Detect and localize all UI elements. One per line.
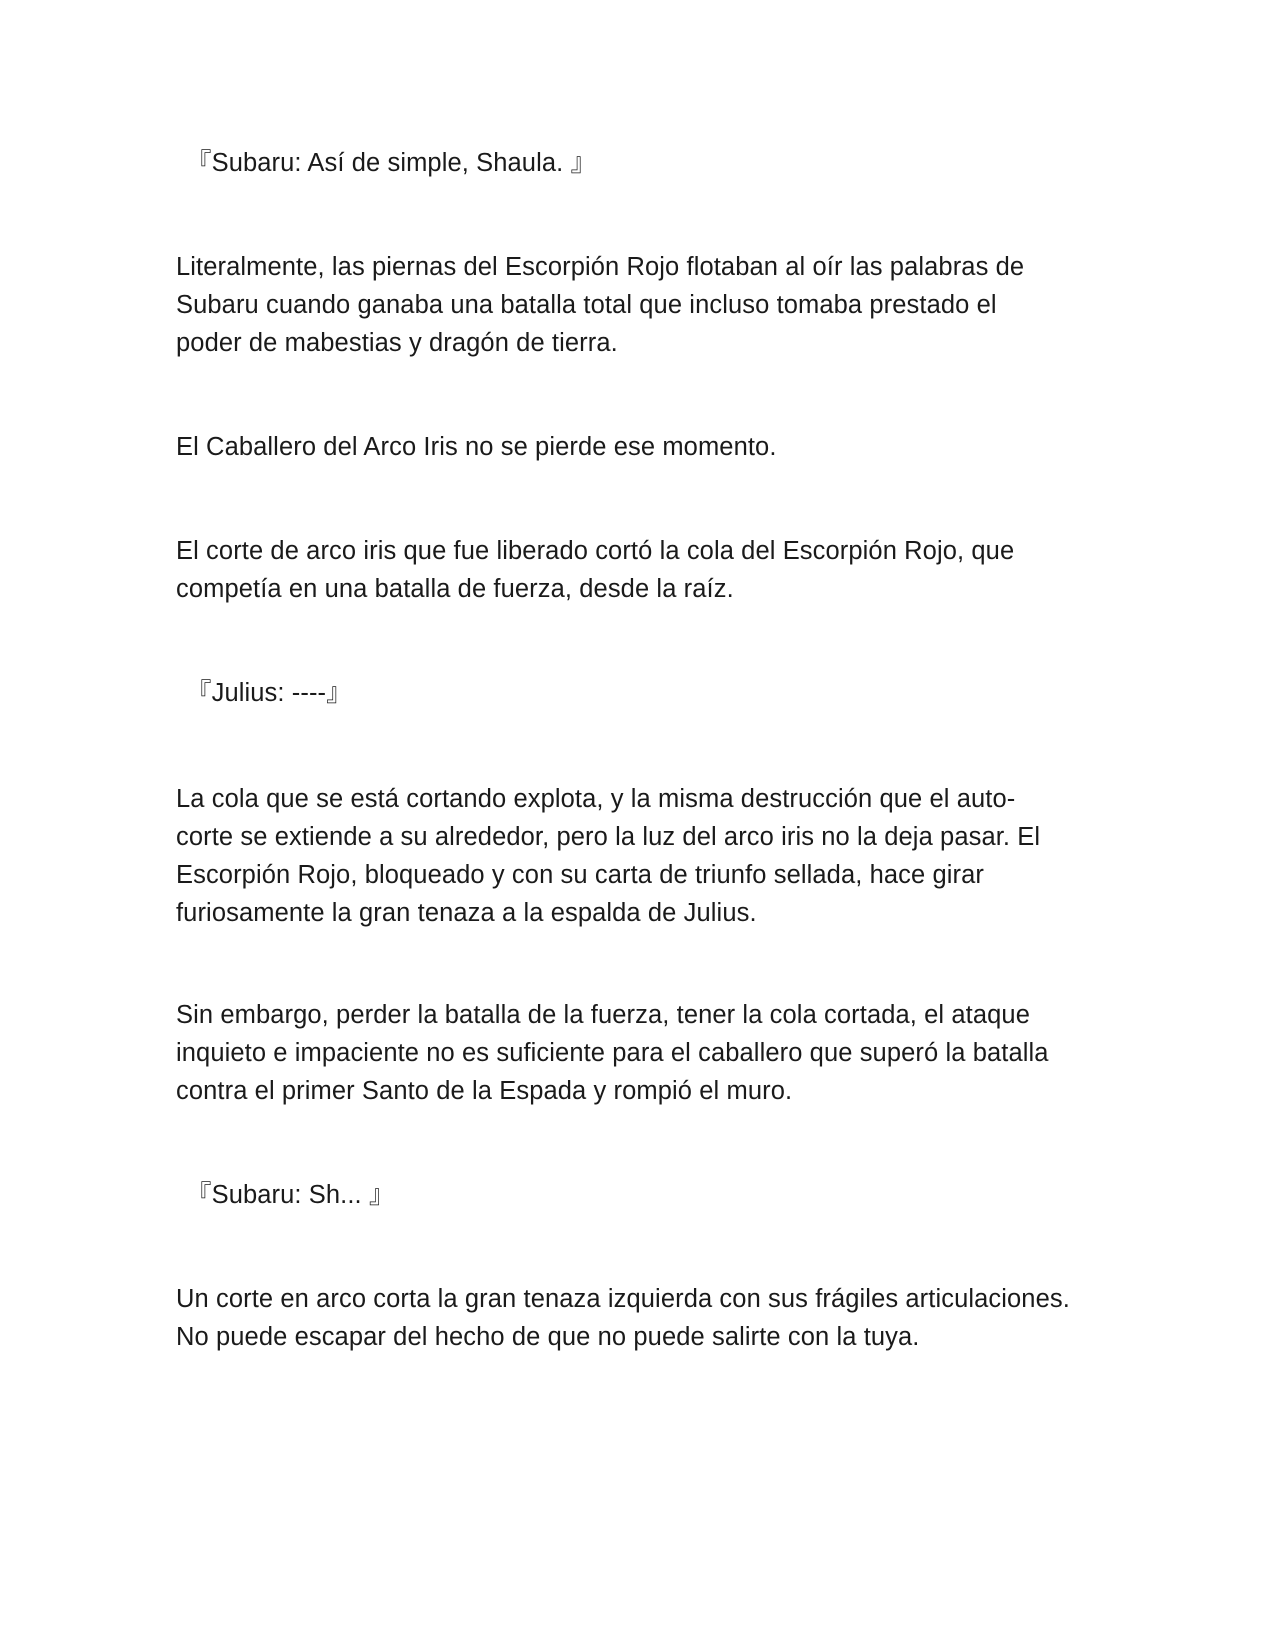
paragraph-line: furiosamente la gran tenaza a la espalda de Julius. [176, 899, 757, 927]
paragraph-line: El corte de arco iris que fue liberado cortó la cola del Escorpión Rojo, que [176, 537, 1015, 565]
paragraph-line: corte se extiende a su alrededor, pero la luz del arco iris no la deja pasar. El [176, 823, 1041, 851]
paragraph-line: La cola que se está cortando explota, y la misma destrucción que el auto- [176, 785, 1016, 813]
paragraph-line: El Caballero del Arco Iris no se pierde ese momento. [176, 433, 777, 461]
dialogue-line: 『Julius: ----』 [186, 679, 352, 707]
paragraph-line: inquieto e impaciente no es suficiente para el caballero que superó la batalla [176, 1039, 1049, 1067]
paragraph-line: Subaru cuando ganaba una batalla total que incluso tomaba prestado el [176, 291, 997, 319]
paragraph-line: Escorpión Rojo, bloqueado y con su carta de triunfo sellada, hace girar [176, 861, 984, 889]
dialogue-line: 『Subaru: Así de simple, Shaula. 』 [186, 149, 597, 177]
paragraph-line: Sin embargo, perder la batalla de la fuerza, tener la cola cortada, el ataque [176, 1001, 1030, 1029]
paragraph-line: Literalmente, las piernas del Escorpión Rojo flotaban al oír las palabras de [176, 253, 1025, 281]
paragraph-line: contra el primer Santo de la Espada y rompió el muro. [176, 1077, 793, 1105]
paragraph-line: poder de mabestias y dragón de tierra. [176, 329, 618, 357]
dialogue-line: 『Subaru: Sh... 』 [186, 1181, 395, 1209]
paragraph-line: No puede escapar del hecho de que no puede salirte con la tuya. [176, 1323, 920, 1351]
paragraph-line: competía en una batalla de fuerza, desde la raíz. [176, 575, 734, 603]
paragraph-line: Un corte en arco corta la gran tenaza izquierda con sus frágiles articulaciones. [176, 1285, 1070, 1313]
